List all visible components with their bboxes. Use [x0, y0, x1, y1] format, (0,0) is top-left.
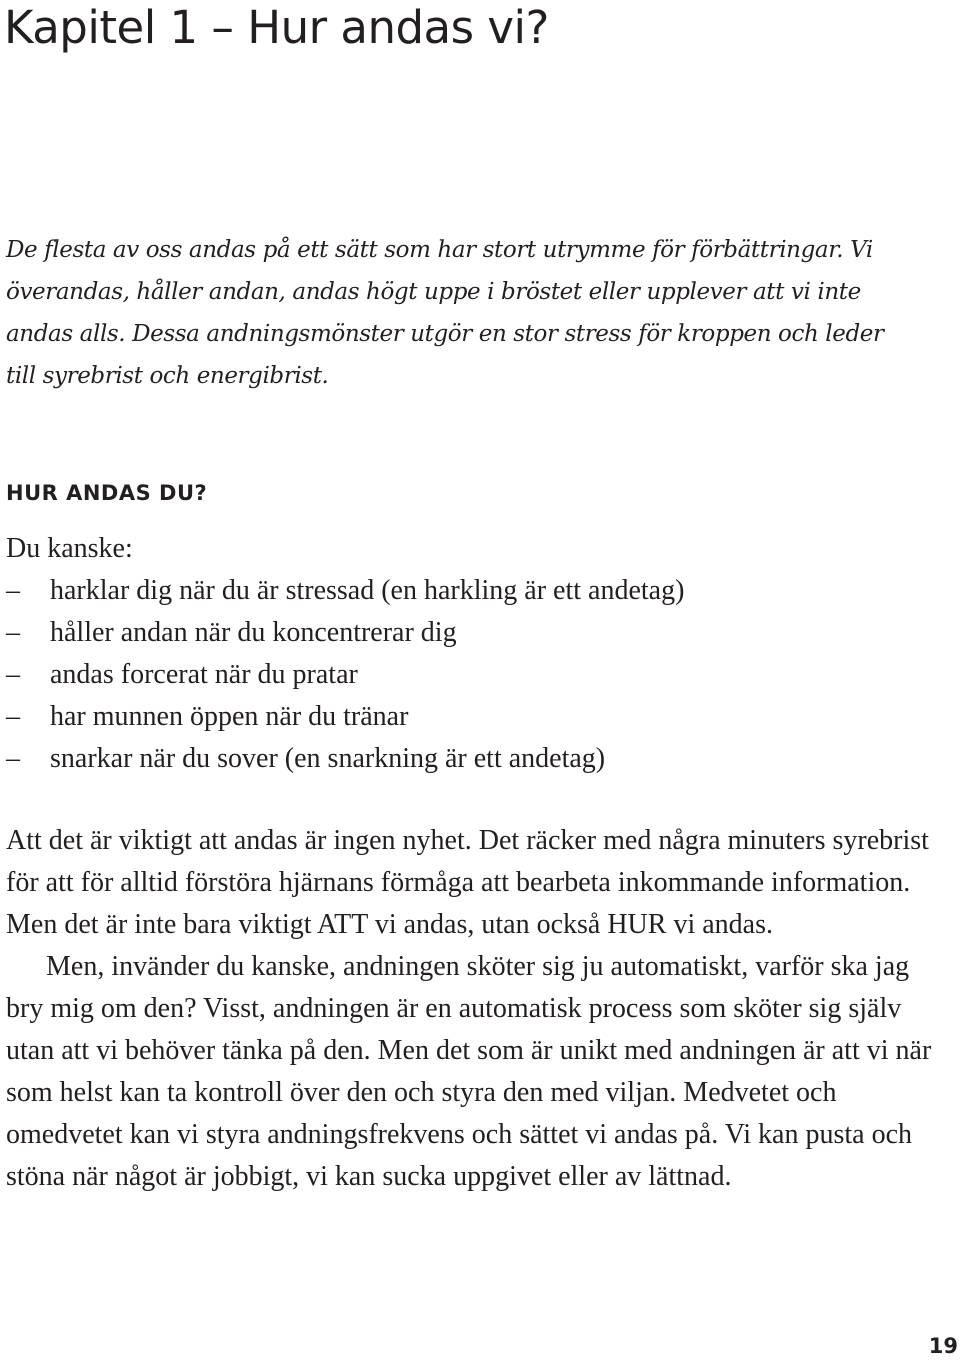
dash-bullet: –	[6, 743, 20, 774]
list-item-text: andas forcerat när du pratar	[50, 659, 358, 690]
chapter-title: Kapitel 1 – Hur andas vi?	[4, 1, 549, 54]
list-item-text: harklar dig när du är stressad (en harkling är ett andetag)	[50, 575, 685, 606]
body-paragraph: Att det är viktigt att andas är ingen nyhet. Det räcker med några minuters syrebrist för att för alltid förstöra hjärnans förmåga att bearbeta inkommande information. Men det är inte bara viktigt ATT vi andas, utan också HUR vi andas.	[6, 825, 929, 940]
body-paragraph: Men, invänder du kanske, andningen sköter sig ju automatiskt, varför ska jag bry mig om den? Visst, andningen är en automatisk process som sköter sig själv utan att vi behöver tänka på den. Men det som är unikt med andningen är att vi när som helst kan ta kontroll över den och styra den med viljan. Medvetet och omedvetet kan vi styra andningsfrekvens och sättet vi andas på. Vi kan pusta och stöna när något är jobbigt, vi kan sucka uppgivet eller av lättnad.	[6, 951, 932, 1192]
dash-bullet: –	[6, 575, 20, 606]
dash-bullet: –	[6, 701, 20, 732]
list-item-text: snarkar när du sover (en snarkning är ett andetag)	[50, 743, 606, 774]
dash-bullet: –	[6, 659, 20, 690]
dash-bullet: –	[6, 617, 20, 648]
list-item-text: har munnen öppen när du tränar	[50, 701, 409, 732]
intro-paragraph: De flesta av oss andas på ett sätt som har stort utrymme för förbättringar. Vi överandas, håller andan, andas högt uppe i bröstet eller upplever att vi inte andas alls. Dessa andningsmönster utgör en stor stress för kroppen och leder till syrebrist och energibrist.	[6, 237, 884, 389]
list-item-text: håller andan när du koncentrerar dig	[50, 617, 457, 648]
section-heading: HUR ANDAS DU?	[6, 481, 208, 505]
list-lead: Du kanske:	[6, 533, 133, 564]
body-text	[6, 820, 936, 1198]
page-number: 19	[928, 1334, 958, 1358]
